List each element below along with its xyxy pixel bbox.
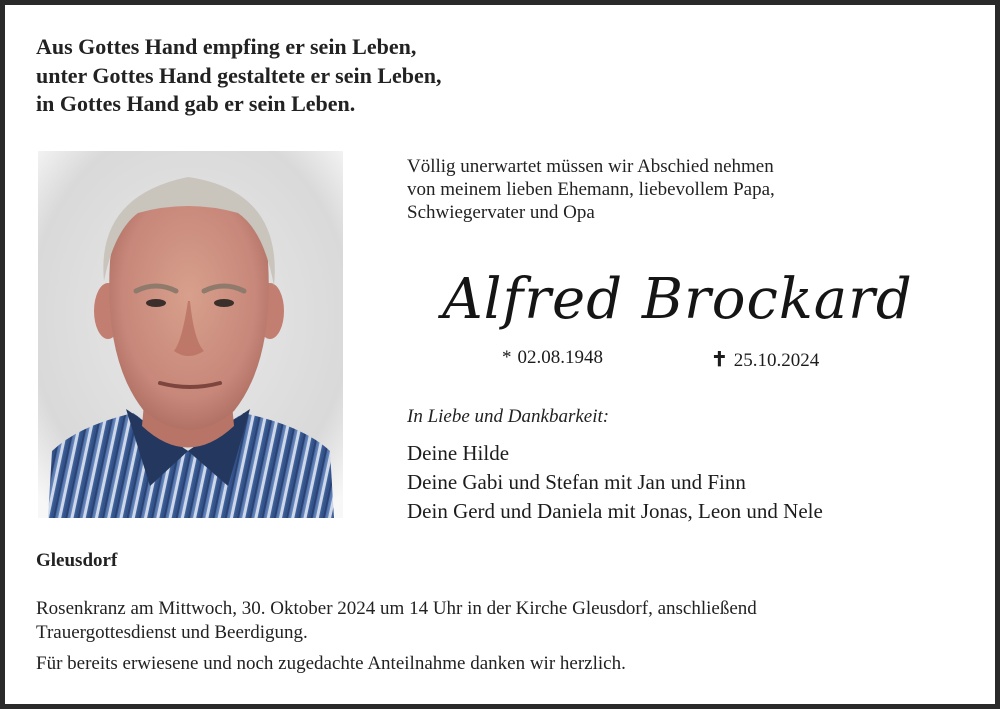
- place-name: Gleusdorf: [36, 550, 118, 571]
- birth-date: 02.08.1948: [517, 347, 603, 368]
- service-line-2: Trauergottesdienst und Beerdigung.: [36, 622, 308, 643]
- mourners-list: [407, 439, 823, 526]
- intro-line-2: von meinem lieben Ehemann, liebevollem Papa,: [407, 179, 775, 200]
- intro-text: [407, 155, 775, 224]
- death-date-line: [711, 347, 819, 372]
- verse-line-1: Aus Gottes Hand empfing er sein Leben,: [36, 34, 417, 59]
- bible-verse: [36, 33, 442, 119]
- death-date: 25.10.2024: [733, 350, 820, 371]
- mourners-heading: In Liebe und Dankbarkeit:: [407, 406, 610, 427]
- intro-line-3: Schwiegervater und Opa: [407, 202, 595, 223]
- verse-line-2: unter Gottes Hand gestaltete er sein Leben,: [36, 62, 442, 88]
- mourner-line: Deine Hilde: [407, 441, 510, 465]
- portrait-illustration: [38, 151, 343, 518]
- mourner-line: Deine Gabi und Stefan mit Jan und Finn: [407, 470, 746, 494]
- verse-line-3: in Gottes Hand gab er sein Leben.: [36, 91, 356, 116]
- service-line-1: Rosenkranz am Mittwoch, 30. Oktober 2024 um 14 Uhr in der Kirche Gleusdorf, anschließend: [36, 598, 757, 619]
- closing-thanks: Für bereits erwiesene und noch zugedachte Anteilnahme danken wir herzlich.: [36, 653, 626, 674]
- service-notice: [36, 597, 966, 645]
- birth-date-line: [502, 347, 603, 369]
- deceased-name: Alfred Brockard: [442, 267, 913, 332]
- mourner-line: Dein Gerd und Daniela mit Jonas, Leon und Nele: [407, 499, 823, 523]
- birth-star-icon: *: [502, 347, 512, 368]
- intro-line-1: Völlig unerwartet müssen wir Abschied nehmen: [407, 156, 774, 177]
- cross-icon: ✝: [711, 349, 728, 371]
- portrait-photo: [38, 151, 343, 518]
